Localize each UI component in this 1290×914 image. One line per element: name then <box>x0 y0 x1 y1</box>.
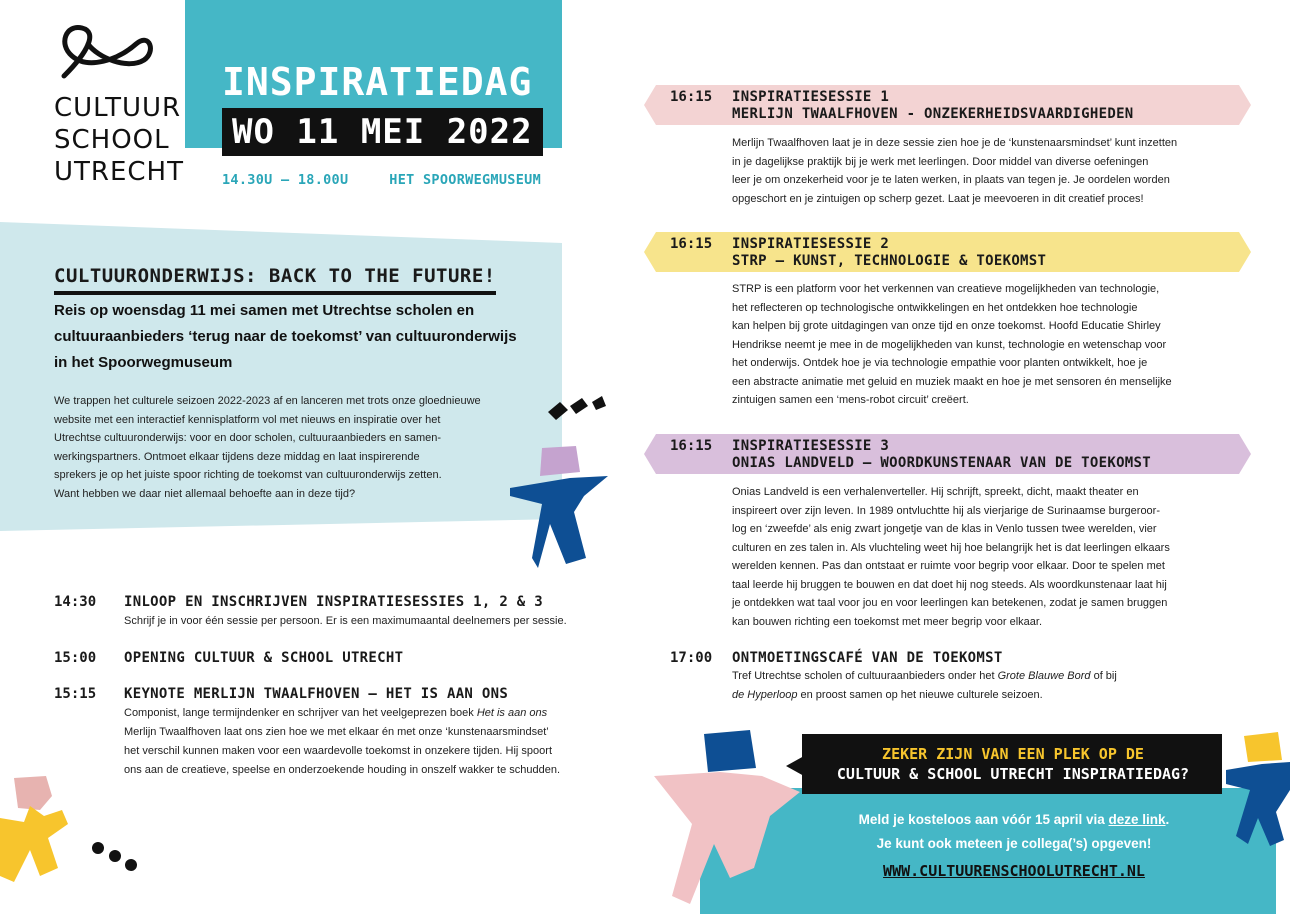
event-date: WO 11 MEI 2022 <box>222 108 543 156</box>
intro-body-line: We trappen het culturele seizoen 2022-2023 af en lanceren met trots onze gloednieuwe <box>54 395 481 407</box>
session-desc-line: zintuigen samen een ‘mens-robot circuit’ creëert. <box>732 394 969 406</box>
session-desc-line: het reflecteren op technologische ontwikkelingen en het ontdekken hoe technologie <box>732 301 1138 314</box>
closing-place: Grote Blauwe Bord <box>997 670 1091 682</box>
closing-desc-text: en proost samen op het nieuwe culturele seizoen. <box>797 689 1043 701</box>
session-desc <box>732 280 1172 410</box>
logo-infinity-icon <box>58 22 158 80</box>
session-banner <box>644 232 1251 272</box>
session-title-line2: ONIAS LANDVELD – WOORDKUNSTENAAR VAN DE TOEKOMST <box>732 455 1151 471</box>
intro-body-line: Want hebben we daar niet allemaal behoefte aan in deze tijd? <box>54 487 356 500</box>
schedule-title: OPENING CULTUUR & SCHOOL UTRECHT <box>124 650 404 666</box>
event-meta <box>222 172 541 188</box>
figure-blue-yellow-decoration <box>1222 732 1290 850</box>
session-desc-line: Merlijn Twaalfhoven laat je in deze sessie zien hoe je de ‘kunstenaarsmindset’ kunt inzetten <box>732 137 1178 149</box>
session-title-line2: STRP – KUNST, TECHNOLOGIE & TOEKOMST <box>732 253 1047 269</box>
session-desc-line: je ontdekken wat taal voor jou en voor leerlingen kan betekenen, zodat je samen bruggen <box>732 597 1168 609</box>
session-desc-line: Hendrikse neemt je mee in de mogelijkheden van kunst, technologie en wetenschap voor <box>732 338 1167 351</box>
figure-navy-decoration <box>500 392 615 572</box>
session-desc <box>732 483 1170 631</box>
session-title-line1: INSPIRATIESESSIE 3 <box>732 438 890 454</box>
schedule-title: KEYNOTE MERLIJN TWAALFHOVEN – HET IS AAN ONS <box>124 686 509 702</box>
intro-body-line: Utrechtse cultuuronderwijs: voor en door scholen, cultuuraanbieders en samen- <box>54 432 442 444</box>
session-desc-line: STRP is een platform voor het verkennen van creatieve mogelijkheden van technologie, <box>732 283 1160 295</box>
session-desc-line: log en ‘zweefde’ als enig zwart jongetje van de klas in Venlo tussen twee werelden, vier <box>732 523 1157 535</box>
closing-title: ONTMOETINGSCAFÉ VAN DE TOEKOMST <box>732 650 1003 666</box>
event-location: HET SPOORWEGMUSEUM <box>389 172 541 188</box>
cta-website-link[interactable]: WWW.CULTUURENSCHOOLUTRECHT.NL <box>883 862 1145 880</box>
cta-heading-line2: CULTUUR & SCHOOL UTRECHT INSPIRATIEDAG? <box>836 765 1190 783</box>
session-desc-line: werelden kennen. Pas dan ontstaat er ruimte voor begrip voor elkaar. Door te spelen met <box>732 560 1165 572</box>
session-desc <box>732 134 1177 208</box>
session-time: 16:15 <box>670 236 713 252</box>
closing-desc <box>732 667 1172 705</box>
schedule-desc-line: ons aan de creatieve, speelse en onderzoekende houding in onszelf wakker te schudden. <box>124 764 561 776</box>
cta-register-link[interactable]: deze link <box>1108 812 1166 827</box>
schedule-desc-line: het verschil kunnen maken voor een waardevolle toekomst in onzekere tijden. Hij spoort <box>124 745 553 757</box>
schedule-time: 15:15 <box>54 686 97 702</box>
session-title <box>732 236 1046 270</box>
intro-body-line: werkingspartners. Ontmoet elkaar tijdens deze middag en laat inspirerende <box>54 450 420 463</box>
session-desc-line: Onias Landveld is een verhalenverteller. Hij schrijft, spreekt, dicht, maakt theater en <box>732 486 1139 498</box>
schedule-desc <box>124 704 604 780</box>
logo-line: CULTUUR <box>54 93 182 123</box>
schedule-desc-line: Merlijn Twaalfhoven laat ons zien hoe we met elkaar én met onze ‘kunstenaarsmindset’ <box>124 726 549 738</box>
cta-text <box>804 808 1224 856</box>
session-title <box>732 438 1151 472</box>
figure-yellow-decoration <box>0 772 150 914</box>
closing-place: de Hyperloop <box>732 689 798 701</box>
session-desc-line: inspireert over zijn leven. In 1989 ontvluchtte hij als vierjarige de Surinaamse burgeroor- <box>732 504 1161 517</box>
schedule-desc-text: Componist, lange termijndenker en schrijver van het veelgeprezen boek <box>124 707 477 719</box>
cta-box <box>802 734 1222 794</box>
schedule-time: 14:30 <box>54 594 97 610</box>
logo-line: SCHOOL <box>54 125 170 155</box>
intro-body-line: website met een interactief kennisplatform vol met nieuws en inspiratie over het <box>54 413 441 426</box>
session-banner <box>644 434 1251 474</box>
session-title-line1: INSPIRATIESESSIE 2 <box>732 236 890 252</box>
event-time: 14.30U – 18.00U <box>222 172 349 188</box>
session-desc-line: kan bouwen richting een toekomst met meer begrip voor elkaar. <box>732 615 1042 628</box>
session-desc-line: in je dagelijkse praktijk bij je werk met leerlingen. Door middel van diverse oefeningen <box>732 155 1149 168</box>
session-desc-line: kan helpen bij grote uitdagingen van onze tijd en onze toekomst. Hoofd Educatie Shirley <box>732 320 1161 332</box>
schedule-title: INLOOP EN INSCHRIJVEN INSPIRATIESESSIES 1, 2 & 3 <box>124 594 543 610</box>
intro-heading: CULTUURONDERWIJS: BACK TO THE FUTURE! <box>54 265 496 295</box>
session-desc-line: het onderwijs. Ontdek hoe je via technologie empathie voor planten ontwikkelt, hoe je <box>732 357 1148 369</box>
session-desc-line: opgeschort en je zintuigen op scherp gezet. Laat je meevoeren in dit creatief proces! <box>732 192 1144 205</box>
session-desc-line: een abstracte animatie met geluid en muziek maakt en hoe je met sensoren én menselijke <box>732 375 1172 388</box>
intro-body <box>54 392 524 503</box>
logo-line: UTRECHT <box>54 157 184 187</box>
intro-body-line: sprekers je op het juiste spoor richting de toekomst van cultuuronderwijs zetten. <box>54 469 442 481</box>
closing-time: 17:00 <box>670 650 713 666</box>
session-title-line1: INSPIRATIESESSIE 1 <box>732 89 890 105</box>
closing-desc-text: Tref Utrechtse scholen of cultuuraanbieders onder het <box>732 670 998 682</box>
cta-heading-line1: ZEKER ZIJN VAN EEN PLEK OP DE <box>882 745 1144 763</box>
session-time: 16:15 <box>670 89 713 105</box>
event-title: INSPIRATIEDAG <box>222 60 533 104</box>
session-desc-line: leer je om onzekerheid voor je te laten werken, in plaats van tegen je. Je oordelen worden <box>732 174 1170 186</box>
cta-text-line2: Je kunt ook meteen je collega(’s) opgeven! <box>876 836 1152 851</box>
session-desc-line: taal leerde hij bruggen te bouwen en dat doet hij nog steeds. Als woordkunstenaar laat hij <box>732 578 1167 591</box>
session-banner <box>644 85 1251 125</box>
cta-text-part: . <box>1165 812 1170 827</box>
schedule-book-title: Het is aan ons <box>476 707 548 719</box>
cta-text-part: Meld je kosteloos aan vóór 15 april via <box>858 812 1109 827</box>
logo-text <box>54 92 184 188</box>
session-title <box>732 89 1134 123</box>
session-desc-line: culturen en zes talen in. Als vluchteling weet hij hoe belangrijk het is dat leerlingen elkaars <box>732 541 1170 554</box>
schedule-desc: Schrijf je in voor één sessie per persoon. Er is een maximumaantal deelnemers per sessie. <box>124 615 567 627</box>
intro-lead: Reis op woensdag 11 mei samen met Utrechtse scholen en cultuuraanbieders ‘terug naar de toekomst’ van cultuuronderwijs in het Spoorwegmuseum <box>54 302 517 371</box>
closing-desc-text: of bij <box>1090 670 1117 682</box>
session-title-line2: MERLIJN TWAALFHOVEN - ONZEKERHEIDSVAARDIGHEDEN <box>732 106 1134 122</box>
session-time: 16:15 <box>670 438 713 454</box>
schedule-time: 15:00 <box>54 650 97 666</box>
